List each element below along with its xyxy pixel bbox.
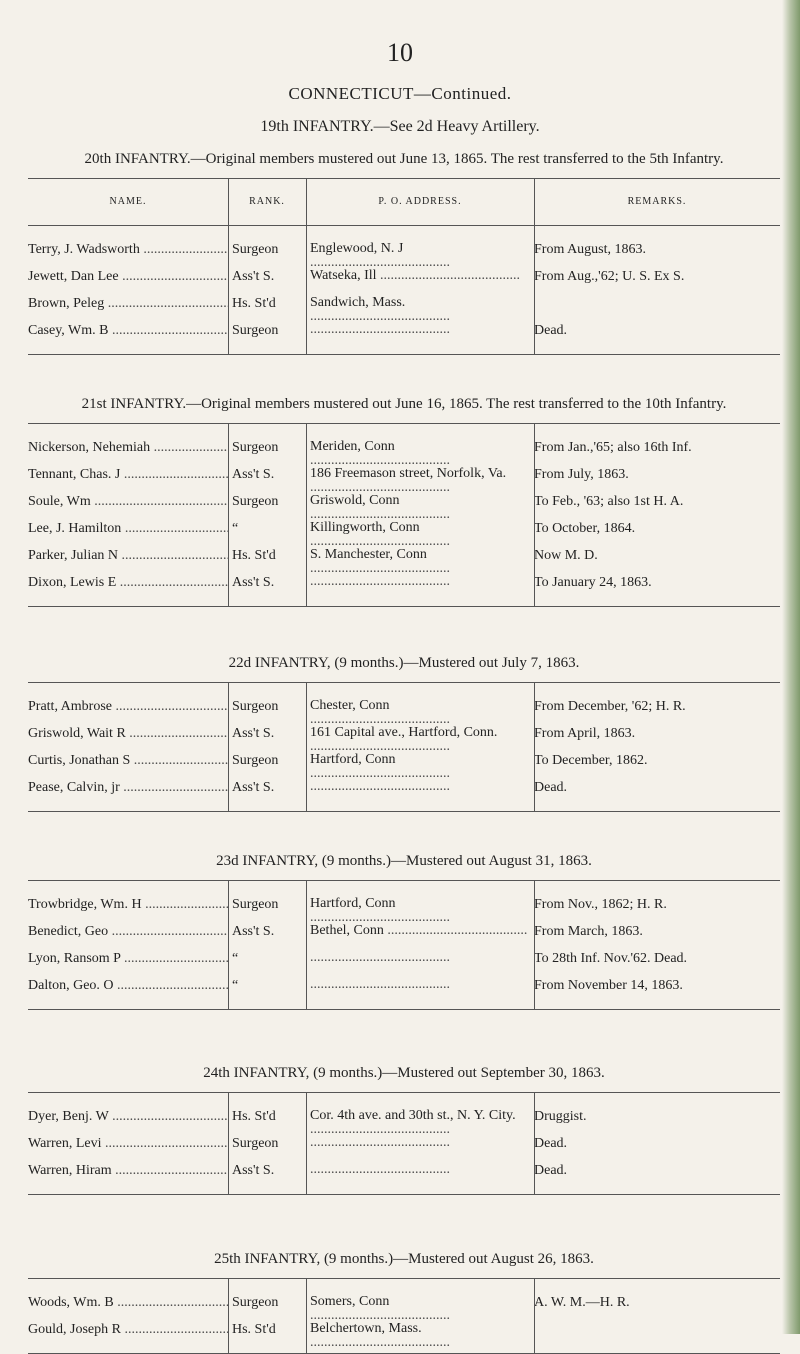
cell-rank: Hs. St'd [232, 296, 276, 311]
cell-rank: Hs. St'd [232, 548, 276, 563]
column-divider [306, 1279, 307, 1353]
table-row [28, 1132, 780, 1159]
cell-name: Casey, Wm. B ..... [28, 323, 228, 339]
column-divider [306, 1093, 307, 1194]
rule-line [28, 1194, 780, 1195]
section-rows [28, 1093, 780, 1194]
column-header-name: NAME. [109, 196, 147, 207]
cell-remarks: To December, 1862. [534, 753, 648, 768]
cell-remarks: From Nov., 1862; H. R. [534, 897, 667, 912]
cell-name: Tennant, Chas. J ..... [28, 467, 228, 483]
cell-address: Chester, Conn ..... [310, 699, 532, 727]
column-divider [306, 226, 307, 354]
cell-address [310, 1136, 532, 1150]
section-heading: 23d INFANTRY, (9 months.)—Mustered out August 31, 1863. [216, 853, 592, 869]
rule-line [28, 811, 780, 812]
cell-name: Pease, Calvin, jr ..... [28, 780, 228, 796]
cell-name: Gould, Joseph R ..... [28, 1322, 228, 1338]
column-divider [306, 881, 307, 1009]
cell-name: Jewett, Dan Lee ..... [28, 269, 228, 285]
cell-rank: Surgeon [232, 699, 279, 714]
cell-address: Belchertown, Mass. ..... [310, 1322, 532, 1350]
cell-rank: Surgeon [232, 753, 279, 768]
cell-remarks: From Aug.,'62; U. S. Ex S. [534, 269, 685, 284]
column-divider [306, 683, 307, 811]
table-row [28, 571, 780, 598]
cell-rank: Ass't S. [232, 575, 275, 590]
section-heading: 20th INFANTRY.—Original members mustered out June 13, 1865. The rest transferred to the 5th Infantry. [84, 151, 724, 167]
table-row [28, 1291, 780, 1318]
cell-address: 186 Freemason street, Norfolk, Va. ..... [310, 467, 532, 495]
cell-address [310, 951, 532, 965]
section-rows [28, 1279, 780, 1353]
cell-remarks: Dead. [534, 780, 568, 795]
cell-rank: Surgeon [232, 1136, 279, 1151]
cell-name: Pratt, Ambrose ..... [28, 699, 228, 715]
cell-rank: Surgeon [232, 440, 279, 455]
column-divider [534, 424, 535, 606]
cell-address [310, 575, 532, 589]
cell-rank: “ [232, 978, 239, 993]
cell-address: Hartford, Conn ..... [310, 897, 532, 925]
cell-name: Parker, Julian N ..... [28, 548, 228, 564]
cell-address: Somers, Conn ..... [310, 1295, 532, 1323]
cell-remarks: From Jan.,'65; also 16th Inf. [534, 440, 692, 455]
table-row [28, 722, 780, 749]
rule-line [28, 354, 780, 355]
cell-remarks: Dead. [534, 1163, 568, 1178]
column-divider [534, 1279, 535, 1353]
cell-address: Bethel, Conn ..... [310, 924, 532, 938]
cell-rank: Ass't S. [232, 269, 275, 284]
column-divider [228, 881, 229, 1009]
cell-rank: Ass't S. [232, 467, 275, 482]
column-header-remarks: REMARKS. [627, 196, 687, 207]
cell-remarks: To October, 1864. [534, 521, 636, 536]
cell-name: Warren, Hiram ..... [28, 1163, 228, 1179]
cell-remarks: From December, '62; H. R. [534, 699, 686, 714]
cell-remarks: To January 24, 1863. [534, 575, 652, 590]
cell-name: Lee, J. Hamilton ..... [28, 521, 228, 537]
page-title: CONNECTICUT—Continued. [288, 84, 512, 103]
cell-remarks: To 28th Inf. Nov.'62. Dead. [534, 951, 688, 966]
table-row [28, 463, 780, 490]
column-divider [306, 179, 307, 225]
cell-name: Curtis, Jonathan S ..... [28, 753, 228, 769]
column-divider [228, 424, 229, 606]
table-row [28, 292, 780, 319]
cell-remarks: Dead. [534, 323, 568, 338]
cell-address: Griswold, Conn ..... [310, 494, 532, 522]
cell-remarks: From April, 1863. [534, 726, 636, 741]
cell-remarks: A. W. M.—H. R. [534, 1295, 630, 1310]
section-heading: 24th INFANTRY, (9 months.)—Mustered out September 30, 1863. [203, 1065, 605, 1081]
table-row [28, 1159, 780, 1186]
section-heading: 21st INFANTRY.—Original members mustered out June 16, 1865. The rest transferred to the 10th Infantry. [81, 396, 727, 412]
cell-remarks: From November 14, 1863. [534, 978, 683, 993]
table-row [28, 490, 780, 517]
column-divider [228, 179, 229, 225]
column-divider [306, 424, 307, 606]
cell-remarks: To Feb., '63; also 1st H. A. [534, 494, 684, 509]
cell-address: Killingworth, Conn ..... [310, 521, 532, 549]
column-divider [534, 881, 535, 1009]
table-row [28, 238, 780, 265]
cell-address: Hartford, Conn ..... [310, 753, 532, 781]
table-row [28, 974, 780, 1001]
table-row [28, 695, 780, 722]
table-row [28, 544, 780, 571]
cell-name: Dixon, Lewis E ..... [28, 575, 228, 591]
cell-address: Sandwich, Mass. ..... [310, 296, 532, 324]
cell-name: Griswold, Wait R ..... [28, 726, 228, 742]
regiment-section [28, 150, 780, 355]
cell-rank: “ [232, 521, 239, 536]
cell-rank: Ass't S. [232, 726, 275, 741]
column-divider [228, 226, 229, 354]
cell-address: Englewood, N. J ..... [310, 242, 532, 270]
cell-rank: Surgeon [232, 897, 279, 912]
cell-rank: Surgeon [232, 242, 279, 257]
cell-name: Dyer, Benj. W ..... [28, 1109, 228, 1125]
cell-rank: Surgeon [232, 323, 279, 338]
cell-name: Soule, Wm ..... [28, 494, 228, 510]
section-heading: 25th INFANTRY, (9 months.)—Mustered out August 26, 1863. [214, 1251, 594, 1267]
regiment-section [28, 1064, 780, 1195]
table-row [28, 920, 780, 947]
cell-name: Brown, Peleg ..... [28, 296, 228, 312]
table-row [28, 265, 780, 292]
cell-rank: Surgeon [232, 494, 279, 509]
table-row [28, 749, 780, 776]
table-row [28, 1318, 780, 1345]
table-row [28, 319, 780, 346]
table-row [28, 517, 780, 544]
cell-remarks: Dead. [534, 1136, 568, 1151]
cell-rank: Hs. St'd [232, 1109, 276, 1124]
column-divider [228, 683, 229, 811]
cell-rank: Ass't S. [232, 1163, 275, 1178]
column-header-rank: RANK. [249, 196, 285, 207]
section-rows [28, 683, 780, 811]
page-edge [782, 0, 800, 1334]
cell-name: Benedict, Geo ..... [28, 924, 228, 940]
cell-rank: Surgeon [232, 1295, 279, 1310]
cell-remarks: From August, 1863. [534, 242, 647, 257]
table-row [28, 947, 780, 974]
column-divider [228, 1093, 229, 1194]
column-divider [534, 1093, 535, 1194]
page-number: 10 [387, 38, 413, 67]
cell-name: Warren, Levi ..... [28, 1136, 228, 1152]
cell-name: Terry, J. Wadsworth ..... [28, 242, 228, 258]
cell-remarks: From July, 1863. [534, 467, 629, 482]
column-divider [534, 683, 535, 811]
section-rows [28, 226, 780, 354]
section-heading: 22d INFANTRY, (9 months.)—Mustered out July 7, 1863. [228, 655, 580, 671]
regiment-section [28, 1250, 780, 1354]
table-row [28, 776, 780, 803]
section-rows [28, 424, 780, 606]
cell-address: 161 Capital ave., Hartford, Conn. ..... [310, 726, 532, 754]
cell-name: Nickerson, Nehemiah ..... [28, 440, 228, 456]
cell-address: S. Manchester, Conn ..... [310, 548, 532, 576]
cell-rank: Hs. St'd [232, 1322, 276, 1337]
regiment-section [28, 852, 780, 1010]
column-divider [534, 179, 535, 225]
rule-line [28, 606, 780, 607]
cell-name: Woods, Wm. B ..... [28, 1295, 228, 1311]
cell-rank: Ass't S. [232, 924, 275, 939]
cell-address: Meriden, Conn ..... [310, 440, 532, 468]
page-subtitle: 19th INFANTRY.—See 2d Heavy Artillery. [260, 118, 540, 135]
cell-address [310, 323, 532, 337]
column-header-address: P. O. ADDRESS. [378, 196, 462, 207]
cell-name: Trowbridge, Wm. H ..... [28, 897, 228, 913]
cell-address: Cor. 4th ave. and 30th st., N. Y. City. ..... [310, 1109, 532, 1137]
section-rows [28, 881, 780, 1009]
cell-address [310, 780, 532, 794]
regiment-section [28, 395, 780, 607]
cell-rank: Ass't S. [232, 780, 275, 795]
cell-rank: “ [232, 951, 239, 966]
cell-remarks: From March, 1863. [534, 924, 643, 939]
cell-address [310, 1163, 532, 1177]
regiment-section [28, 654, 780, 812]
cell-name: Lyon, Ransom P ..... [28, 951, 228, 967]
table-row [28, 893, 780, 920]
table-row [28, 1105, 780, 1132]
cell-name: Dalton, Geo. O ..... [28, 978, 228, 994]
cell-remarks: Now M. D. [534, 548, 598, 563]
cell-remarks: Druggist. [534, 1109, 587, 1124]
rule-line [28, 1009, 780, 1010]
column-divider [228, 1279, 229, 1353]
cell-address: Watseka, Ill ..... [310, 269, 532, 283]
column-divider [534, 226, 535, 354]
table-row [28, 436, 780, 463]
column-headers [28, 179, 780, 225]
cell-address [310, 978, 532, 992]
